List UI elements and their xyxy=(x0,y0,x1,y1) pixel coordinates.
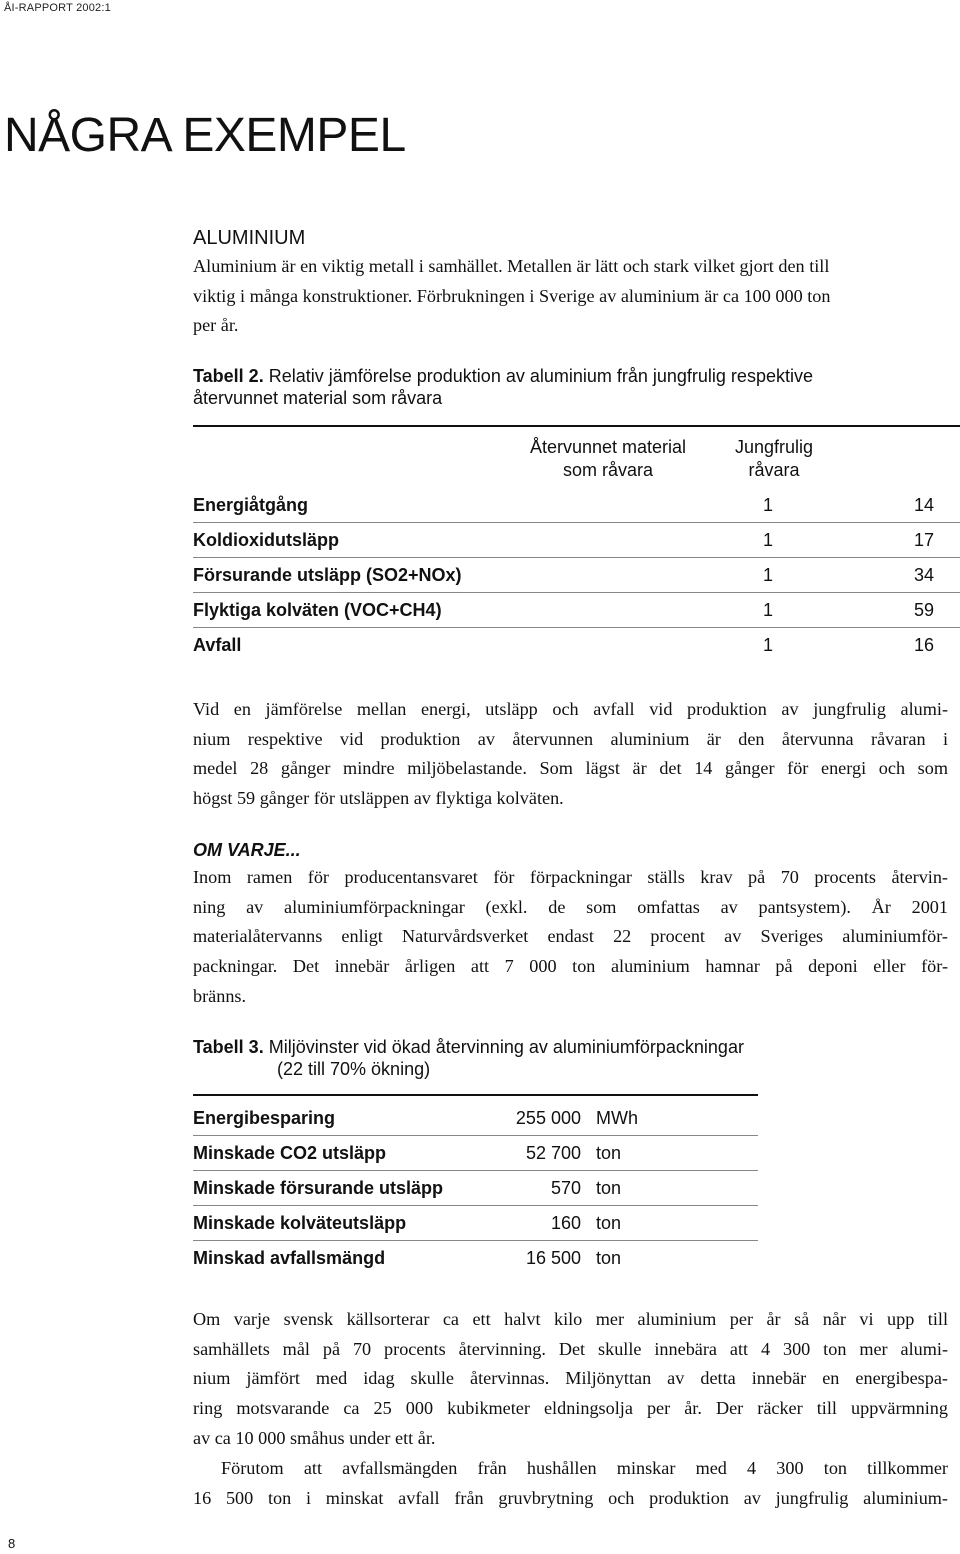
text-line: ning av aluminiumförpackningar (exkl. de som omfattas av pantsystem). År 2001 xyxy=(193,896,948,917)
text-line: nium jämfört med idag skulle återvinnas. Miljönyttan av detta innebär en energibespa- xyxy=(193,1368,948,1389)
col-header-line: Jungfrulig xyxy=(734,437,814,457)
text-line: av ca 10 000 småhus under ett år. xyxy=(193,1427,436,1448)
row-label: Energibesparing xyxy=(193,1108,336,1128)
table3-row xyxy=(193,1206,758,1241)
row-label: Avfall xyxy=(193,635,242,655)
row-value: 255 000 xyxy=(515,1108,581,1128)
row-label: Flyktiga kolväten (VOC+CH4) xyxy=(193,600,442,620)
virgin-value: 17 xyxy=(913,530,935,550)
table2-header xyxy=(193,436,960,486)
row-value: 570 xyxy=(550,1178,581,1198)
om-varje-heading: OM VARJE... xyxy=(193,840,301,860)
final-paragraph xyxy=(193,1454,948,1513)
table3-row xyxy=(193,1171,758,1206)
text-line: packningar. Det innebär årligen att 7 000 ton aluminium hamnar på deponi eller för- xyxy=(193,956,948,977)
row-label: Koldioxidutsläpp xyxy=(193,530,339,550)
row-label: Minskade kolväteutsläpp xyxy=(193,1213,407,1233)
closing-paragraph xyxy=(193,1305,948,1454)
table2-row xyxy=(193,558,960,593)
table3-label: Tabell 3. xyxy=(193,1037,264,1057)
recycled-value: 1 xyxy=(762,495,773,515)
row-label: Minskad avfallsmängd xyxy=(193,1248,386,1268)
recycled-value: 1 xyxy=(762,530,773,550)
row-unit: ton xyxy=(596,1248,622,1268)
table2-col-recycled xyxy=(508,436,708,482)
table3-top-rule xyxy=(193,1094,758,1096)
text-line: 16 500 ton i minskat avfall från gruvbrytning och produktion av jungfrulig aluminium- xyxy=(193,1487,948,1508)
col-header-line: Återvunnet material xyxy=(529,437,687,457)
col-header-line: råvara xyxy=(748,460,800,480)
text-line: samhällets mål på 70 procents återvinning. Det skulle innebära att 4 300 ton mer alumi- xyxy=(193,1338,948,1359)
row-value: 160 xyxy=(550,1213,581,1233)
section-heading-aluminium: ALUMINIUM xyxy=(193,227,306,249)
virgin-value: 59 xyxy=(913,600,935,620)
table2-col-virgin xyxy=(694,436,854,482)
row-value: 16 500 xyxy=(525,1248,581,1268)
row-unit: ton xyxy=(596,1143,622,1163)
text-line: viktig i många konstruktioner. Förbrukningen i Sverige av aluminium är ca 100 000 ton xyxy=(193,285,831,306)
table2-caption-text-2: återvunnet material som råvara xyxy=(193,388,443,408)
table3-caption-text: Miljövinster vid ökad återvinning av aluminiumförpackningar xyxy=(268,1037,744,1057)
text-line: Förutom att avfallsmängden från hushållen minskar med 4 300 ton tillkommer xyxy=(221,1458,948,1478)
row-label: Minskade CO2 utsläpp xyxy=(193,1143,387,1163)
text-line: Aluminium är en viktig metall i samhället. Metallen är lätt och stark vilket gjort den till xyxy=(193,256,830,276)
col-header-line: som råvara xyxy=(562,460,654,480)
comparison-paragraph xyxy=(193,695,948,814)
table2-row xyxy=(193,593,960,628)
row-unit: ton xyxy=(596,1178,622,1198)
recycled-value: 1 xyxy=(762,600,773,620)
text-line: materialåtervanns enligt Naturvårdsverket endast 22 procent av Sveriges aluminiumför- xyxy=(193,926,948,947)
table2-label: Tabell 2. xyxy=(193,366,264,386)
table3-caption xyxy=(193,1036,953,1080)
text-line: bränns. xyxy=(193,985,247,1006)
text-line: Inom ramen för producentansvaret för förpackningar ställs krav på 70 procents återvin- xyxy=(193,867,948,887)
table2-row xyxy=(193,628,960,663)
row-label: Minskade försurande utsläpp xyxy=(193,1178,444,1198)
text-line: Om varje svensk källsorterar ca ett halvt kilo mer aluminium per år så når vi upp till xyxy=(193,1309,948,1329)
intro-paragraph xyxy=(193,252,953,341)
virgin-value: 14 xyxy=(913,495,935,515)
page-number: 8 xyxy=(8,1536,16,1551)
table2-caption-text: Relativ jämförelse produktion av aluminium från jungfrulig respektive xyxy=(268,366,813,386)
running-head: ÅI-RAPPORT 2002:1 xyxy=(4,2,111,14)
text-line: nium respektive vid produktion av återvunnen aluminium är den återvunna råvaran i xyxy=(193,728,948,749)
table3-row xyxy=(193,1101,758,1136)
table3-caption-text-2: (22 till 70% ökning) xyxy=(277,1059,431,1079)
row-unit: MWh xyxy=(596,1108,638,1128)
recycled-value: 1 xyxy=(762,565,773,585)
text-line: per år. xyxy=(193,315,239,336)
recycled-value: 1 xyxy=(762,635,773,655)
table2-row xyxy=(193,523,960,558)
main-heading: NÅGRA EXEMPEL xyxy=(4,109,406,162)
table2-top-rule xyxy=(193,425,960,427)
row-label: Försurande utsläpp (SO2+NOx) xyxy=(193,565,462,585)
virgin-value: 16 xyxy=(913,635,935,655)
text-line: högst 59 gånger för utsläppen av flyktiga kolväten. xyxy=(193,788,564,809)
virgin-value: 34 xyxy=(913,565,935,585)
row-unit: ton xyxy=(596,1213,622,1233)
text-line: Vid en jämförelse mellan energi, utsläpp och avfall vid produktion av jungfrulig alumi- xyxy=(193,699,948,719)
table2-row xyxy=(193,488,960,523)
row-label: Energiåtgång xyxy=(193,495,309,515)
om-varje-paragraph xyxy=(193,863,948,1012)
text-line: medel 28 gånger mindre miljöbelastande. Som lägst är det 14 gånger för energi och som xyxy=(193,758,948,779)
table3-row xyxy=(193,1136,758,1171)
table2-caption xyxy=(193,365,953,409)
text-line: ring motsvarande ca 25 000 kubikmeter eldningsolja per år. Der räcker till uppvärmning xyxy=(193,1398,948,1419)
row-value: 52 700 xyxy=(525,1143,581,1163)
table3-row xyxy=(193,1241,758,1276)
